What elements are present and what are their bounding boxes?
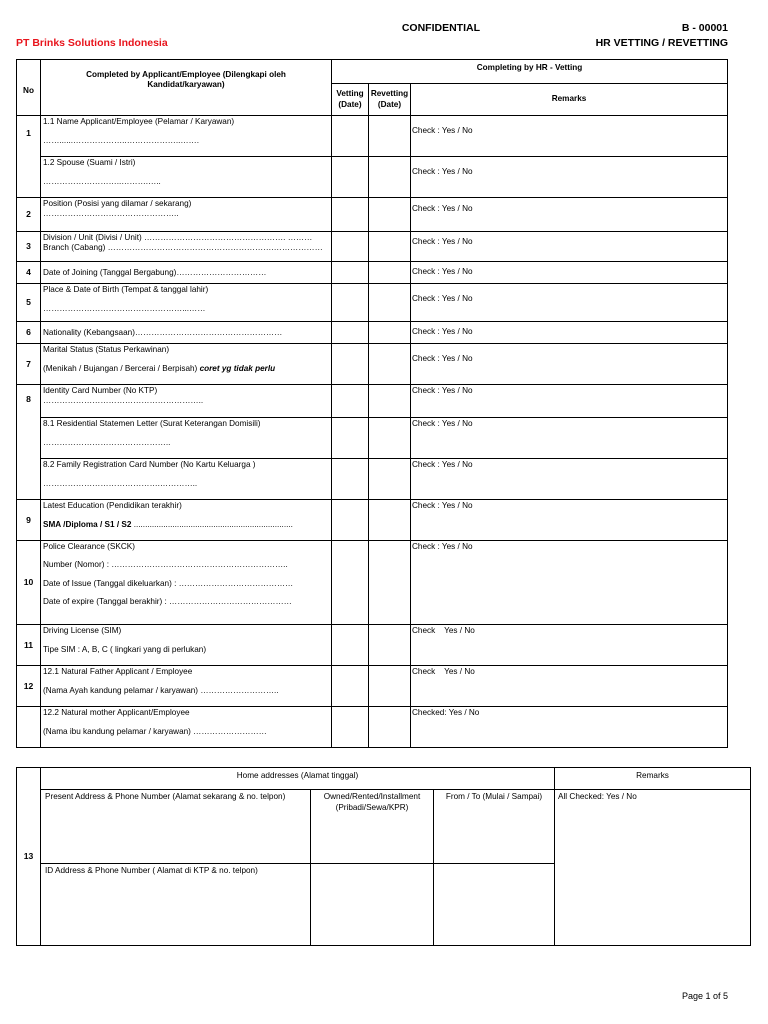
vetting-date-cell[interactable] (332, 459, 369, 500)
row-number: 12 (17, 666, 41, 707)
remarks-check[interactable]: Check : Yes / No (411, 157, 728, 198)
row-number: 7 (17, 344, 41, 385)
company-name: PT Brinks Solutions Indonesia (16, 37, 168, 49)
remarks-check[interactable]: Check Yes / No (411, 666, 728, 707)
row-number: 11 (17, 625, 41, 666)
revetting-date-cell[interactable] (369, 232, 411, 262)
remarks-check[interactable]: Check : Yes / No (411, 500, 728, 541)
remarks-check[interactable]: Check : Yes / No (411, 262, 728, 284)
field-options: SMA /Diploma / S1 / S2 (43, 520, 132, 530)
ownership-cell[interactable]: Owned/Rented/Installment (Pribadi/Sewa/KPR) (311, 790, 434, 864)
table-row (17, 790, 751, 864)
table-header-row (17, 60, 728, 84)
vetting-table (16, 59, 728, 748)
field-label: 1.1 Name Applicant/Employee (Pelamar / Karyawan) (43, 117, 235, 126)
field-blank: ………………………………………………….. (43, 396, 204, 406)
field-date-joining[interactable]: Date of Joining (Tanggal Bergabung)…………………………… (41, 262, 332, 284)
field-number: Number (Nomor) : ……………………………………………………….. (43, 560, 288, 570)
field-label: Division / Unit (Divisi / Unit) ……………………………………………. ……… (43, 233, 313, 242)
page-number: Page 1 of 5 (681, 991, 728, 1001)
row-number: 8 (17, 385, 41, 500)
address-table (16, 767, 751, 946)
field-birth[interactable] (41, 284, 332, 322)
vetting-date-cell[interactable] (332, 322, 369, 344)
vetting-date-cell[interactable] (332, 418, 369, 459)
row-number: 13 (17, 768, 41, 946)
col-remarks-header: Remarks (411, 84, 728, 116)
vetting-date-cell[interactable] (332, 344, 369, 385)
confidential-label: CONFIDENTIAL (401, 22, 480, 34)
row-number-empty (17, 707, 41, 748)
revetting-date-cell[interactable] (369, 322, 411, 344)
table-row (17, 198, 728, 232)
field-name-applicant[interactable] (41, 116, 332, 157)
field-driving-license[interactable] (41, 625, 332, 666)
field-identity-card[interactable] (41, 385, 332, 418)
field-label: 8.1 Residential Statemen Letter (Surat Keterangan Domisili) (43, 419, 261, 428)
field-label: 8.2 Family Registration Card Number (No Kartu Keluarga ) (43, 460, 256, 469)
vetting-date-cell[interactable] (332, 198, 369, 232)
row-number: 5 (17, 284, 41, 322)
field-spouse[interactable] (41, 157, 332, 198)
vetting-date-cell[interactable] (332, 625, 369, 666)
document-number: B - 00001 (681, 22, 728, 34)
row-number: 9 (17, 500, 41, 541)
field-nationality[interactable]: Nationality (Kebangsaan)……………………………………………… (41, 322, 332, 344)
table-row (17, 459, 728, 500)
col-no-header: No (17, 60, 41, 116)
field-blank: (Nama Ayah kandung pelamar / karyawan) ……………………….. (43, 686, 279, 696)
vetting-date-cell[interactable] (332, 232, 369, 262)
table-row (17, 284, 728, 322)
vetting-date-cell[interactable] (332, 284, 369, 322)
remarks-check[interactable]: Check : Yes / No (411, 198, 728, 232)
address-remarks-header: Remarks (555, 768, 751, 790)
revetting-date-cell[interactable] (369, 500, 411, 541)
field-label: Identity Card Number (No KTP) (43, 386, 158, 395)
vetting-date-cell[interactable] (332, 541, 369, 625)
remarks-check[interactable]: Check : Yes / No (411, 459, 728, 500)
remarks-check[interactable]: Check : Yes / No (411, 322, 728, 344)
ownership-cell-2[interactable] (311, 864, 434, 946)
field-police-clearance[interactable] (41, 541, 332, 625)
id-address-cell[interactable]: ID Address & Phone Number ( Alamat di KTP & no. telpon) (41, 864, 311, 946)
revetting-date-cell[interactable] (369, 707, 411, 748)
field-options: Tipe SIM : A, B, C ( lingkari yang di perlukan) (43, 645, 207, 655)
table-row (17, 500, 728, 541)
row-number: 4 (17, 262, 41, 284)
table-row (17, 116, 728, 157)
field-residential-letter[interactable] (41, 418, 332, 459)
row-number: 10 (17, 541, 41, 625)
field-label: 12.1 Natural Father Applicant / Employee (43, 667, 193, 676)
field-blank: ……………………………………………...…… (43, 304, 206, 314)
field-blank: ……………………………………….. (43, 438, 171, 448)
field-division[interactable] (41, 232, 332, 262)
vetting-date-cell[interactable] (332, 707, 369, 748)
revetting-date-cell[interactable] (369, 666, 411, 707)
field-expire-date: Date of expire (Tanggal berakhir) : ……………………………………… (43, 596, 292, 606)
field-label: 12.2 Natural mother Applicant/Employee (43, 708, 190, 717)
field-label: Place & Date of Birth (Tempat & tanggal lahir) (43, 285, 209, 294)
field-education[interactable] (41, 500, 332, 541)
table-row (17, 418, 728, 459)
vetting-date-cell[interactable] (332, 116, 369, 157)
field-label: Marital Status (Status Perkawinan) (43, 345, 170, 354)
remarks-check[interactable]: Checked: Yes / No (411, 707, 728, 748)
vetting-date-cell[interactable] (332, 500, 369, 541)
all-checked-cell[interactable]: All Checked: Yes / No (555, 790, 751, 946)
field-family-card[interactable] (41, 459, 332, 500)
table-row (17, 322, 728, 344)
form-title: HR VETTING / REVETTING (595, 37, 728, 49)
address-header-row (17, 768, 751, 790)
field-blank: ...................................................................... (131, 520, 293, 530)
remarks-check[interactable]: Check : Yes / No (411, 385, 728, 418)
col-hr-header: Completing by HR - Vetting (332, 60, 728, 84)
from-to-cell[interactable]: From / To (Mulai / Sampai) (434, 790, 555, 864)
revetting-date-cell[interactable] (369, 541, 411, 625)
col-applicant-header: Completed by Applicant/Employee (Dilengkapi oleh Kandidat/karyawan) (41, 60, 332, 116)
field-label: Police Clearance (SKCK) (43, 542, 135, 551)
field-label: 1.2 Spouse (Suami / Istri) (43, 158, 136, 167)
col-vetting-header: Vetting (Date) (332, 84, 369, 116)
revetting-date-cell[interactable] (369, 385, 411, 418)
field-blank: …………………………………….………….. (43, 479, 198, 489)
field-instruction: coret yg tidak perlu (199, 364, 276, 374)
revetting-date-cell[interactable] (369, 198, 411, 232)
revetting-date-cell[interactable] (369, 284, 411, 322)
field-father[interactable] (41, 666, 332, 707)
field-marital-status[interactable] (41, 344, 332, 385)
col-revetting-header: Revetting (Date) (369, 84, 411, 116)
table-row (17, 625, 728, 666)
row-number: 2 (17, 198, 41, 232)
table-row (17, 541, 728, 625)
field-label: Branch (Cabang) …………………………………………………….……………… (43, 243, 323, 253)
remarks-check[interactable]: Check : Yes / No (411, 541, 728, 625)
remarks-check[interactable]: Check : Yes / No (411, 232, 728, 262)
remarks-check[interactable]: Check Yes / No (411, 625, 728, 666)
table-row (17, 262, 728, 284)
remarks-check[interactable]: Check : Yes / No (411, 284, 728, 322)
table-row (17, 157, 728, 198)
row-number: 1 (17, 116, 41, 198)
vetting-date-cell[interactable] (332, 666, 369, 707)
table-row (17, 385, 728, 418)
table-row (17, 232, 728, 262)
field-mother[interactable] (41, 707, 332, 748)
field-blank: ………………………..……….….. (43, 177, 161, 187)
row-number: 3 (17, 232, 41, 262)
revetting-date-cell[interactable] (369, 116, 411, 157)
field-blank: (Nama ibu kandung pelamar / karyawan) ……………………… (43, 727, 267, 737)
table-row (17, 707, 728, 748)
present-address-cell[interactable]: Present Address & Phone Number (Alamat sekarang & no. telpon) (41, 790, 311, 864)
revetting-date-cell[interactable] (369, 262, 411, 284)
field-label: Driving License (SIM) (43, 626, 122, 635)
table-row (17, 666, 728, 707)
table-row (17, 344, 728, 385)
from-to-cell-2[interactable] (434, 864, 555, 946)
row-number: 6 (17, 322, 41, 344)
revetting-date-cell[interactable] (369, 625, 411, 666)
field-options: (Menikah / Bujangan / Bercerai / Berpisah) (43, 364, 200, 374)
revetting-date-cell[interactable] (369, 344, 411, 385)
field-label: Position (Posisi yang dilamar / sekarang) (43, 199, 192, 208)
vetting-date-cell[interactable] (332, 385, 369, 418)
vetting-date-cell[interactable] (332, 262, 369, 284)
field-blank: ………………………………………….. (43, 209, 179, 219)
home-addresses-header: Home addresses (Alamat tinggal) (41, 768, 555, 790)
revetting-date-cell[interactable] (369, 459, 411, 500)
remarks-check[interactable]: Check : Yes / No (411, 116, 728, 157)
field-label: Latest Education (Pendidikan terakhir) (43, 501, 182, 510)
field-position[interactable] (41, 198, 332, 232)
remarks-check[interactable]: Check : Yes / No (411, 418, 728, 459)
field-blank: ……......………………..………………..……. (43, 136, 200, 146)
remarks-check[interactable]: Check : Yes / No (411, 344, 728, 385)
revetting-date-cell[interactable] (369, 418, 411, 459)
vetting-date-cell[interactable] (332, 157, 369, 198)
revetting-date-cell[interactable] (369, 157, 411, 198)
field-issue-date: Date of Issue (Tanggal dikeluarkan) : …………………………………… (43, 578, 294, 588)
